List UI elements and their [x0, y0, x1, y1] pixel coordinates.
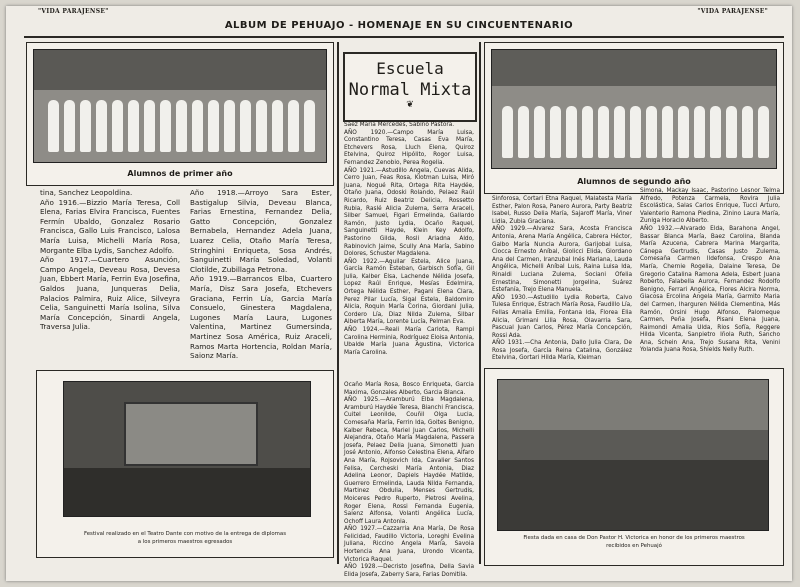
fiesta-caption-line1: Fiesta dada en casa de Don Pastor H. Victorica en honor de los primeros maestros	[523, 535, 745, 541]
text-column-3: Saez María Mercedes, Sabino Pastora. AÑO 1920.—Campo María Luisa, Constantino Teresa, Casas Eva María, Etchevers Rosa, Lluch Elena, Quiroz Etelvina, Quiroz Hipólito, Rogor Luisa, Fernandez Zenobio, Perea Rogelia. AÑO 1921.—Astudillo Angela, Cuevas Alida, Cerro Juan, Feas Rosa, Klotman Luisa, Miró Juana, Nogué Rita, Ortega Rita Haydée, Otaño Juana, Odoski Rolando, Pelaez Raúl Ricardo, Ruiz Beatriz Delicia, Rossetto Rubia, Raslé Alicia Zulema, Serra Araceli, Silber Samuel, Figari Ermelinda, Gallardo Ramón, Justo Lydia, Ocaño Raquel, Sanguinetti Hayde, Klein Key Adolfo, Pastorino Gilda, Rosli Ariadna Aldo, Rabinovich Jaime, Scully Ana María, Sabino Dolores, Schuster Magdalena. AÑO 1922.—Aguilar Estela, Alice Juana, García Ramón Esteban, Garbisch Sofía, Gil Julia, Kalber Elsa, Lachende Nélida Josefa, Lopez Raúl Enrique, Mesías Edelmira, Ortega Nélida Esther, Pagani Elena Clara, Perez Pilar Lucía, Sigal Estela, Baldomiro Alicia, Roquin María Corina, Giordani Julia, Cordero Lía, Diaz Nilda Zulema, Silbar Alberta María, Lorente Lucía, Pelman Eva. AÑO 1924.—Reali María Carlota, Rampi Carolina Herminia, Rodríguez Eloisa Antonia, Ubalde María Juana Agustina, Victorica María Carolina.	[344, 122, 474, 356]
festival-caption-line2: a los primeros maestros egresados	[137, 539, 233, 545]
first-year-photo	[33, 49, 327, 163]
fiesta-photo	[497, 379, 769, 531]
first-year-photo-frame	[26, 42, 334, 186]
text-column-1: tina, Sanchez Leopoldina. Año 1916.—Bizzio María Teresa, Coll Elena, Farias Elvira Francisca, Fuentes Fermín Ubaldo, Gonzalez Rosario Francisca, Gallo Luis Francisco, Lalosa María Luisa, Michelli María Rosa, Morgante Elba Lydis, Sanchez Adolfo. Año 1917.—Cuartero Asunción, Campo Angela, Deveau Rosa, Devesa Juan, Ebbert María, Ferrin Eva Josefina, Galdos Juana, Junqueras Delia, Palacios Palmira, Ruiz Alice, Silveyra Celia, Sanguinetti María Isolina, Silva María Concepción, Sinardi Angela, Traversa Julia.	[40, 188, 180, 332]
text-column-4: Ocaño María Rosa, Bosco Enriqueta, Garcia Maxima, Gonzales Alberto, Garcia Blanca. AÑO 1925.—Aramburú Elba Magdalena, Aramburú Haydée Teresa, Bianchi Francisca, Cuitel Leonilde, Couñil Olga Lucia, Comesaña María, Ferrin Ida, Goites Benigno, Kalber Rebeca, Mariel Juan Carlos, Michelli Alejandra, Otaño María Magdalena, Passera Josefa, Pelaez Delia Juana, Simonetti Juan José Antonio, Alfonso Celestina Elena, Alfaro Ana María, Rojsovich Ida, Cavalier Santos Felisa, Cercheski María Antonia, Diaz Adelina Leonor, Dapiels Haydée Matilde, Guerrero Ermelinda, Lauda Nilda Fernanda, Martinez Obdulia, Menses Gertrudis, Moiceres Pedro Ruperto, Pietrosi Avelina, Roger Elena, Rossi Fernanda Eugenia, Saienz Alfonsa, Volanti Angélica Lucía, Ochoff Laura Antonia. AÑO 1927.—Cazzarria Ana María, De Rosa Felicidad, Faudillo Victoria, Loreghi Evelina Juliana, Riccino Angela María, Savoia Hortencia Ana Juana, Urondo Vicenta, Victorica Raquel. AÑO 1928.—Decristo Josefina, Della Savia Elida Josefa, Zaberry Sara, Farias Domitila.	[344, 382, 474, 578]
page-title: ALBUM DE PEHUAJO - HOMENAJE EN SU CINCUENTENARIO	[224, 20, 574, 31]
festival-photo-frame	[36, 370, 334, 558]
header-left-tag: "VIDA PARAJENSE"	[38, 8, 109, 15]
second-year-caption: Alumnos de segundo año	[577, 177, 691, 186]
header-right-tag: "VIDA PARAJENSE"	[697, 8, 768, 15]
festival-caption-line1: Festival realizado en el Teatro Dante con motivo de la entrega de diplomas	[83, 531, 287, 537]
second-year-photo-frame	[484, 42, 784, 194]
second-year-photo	[491, 49, 777, 169]
school-title-box	[343, 52, 477, 122]
fiesta-photo-frame	[484, 368, 784, 566]
school-name-line2: Normal Mixta	[348, 80, 472, 100]
divider-right	[479, 42, 481, 564]
album-page	[6, 6, 792, 581]
first-year-caption: Alumnos de primer año	[127, 169, 233, 178]
text-column-5: Sinforosa, Cortari Etna Raquel, Malatesta María Esther, Palon Rosa, Panero Aurora, Party Beatriz Isabel, Russo Delia María, Sajaroff María, Viner Lidia, Zubia Graciana. AÑO 1929.—Alvarez Sara, Acosta Francisca Antonia, Arena María Angélica, Cabrera Héctor, Galbo María Nuncia Aurora, Garijobal Luisa, Ciocca Ernesto Aníbal, Giolicci Elida, Giordano Ana del Carmen, Iranzubal Inés Mariana, Lauda Angélica, Michelli Aníbal Luis, Raina Luisa Ida, Rinaldi Luciana Zulema, Sociani Ofelia Ernestina, Simonetti Jorgelina, Suárez Estefanía, Trejo Elena Manuela. AÑO 1930.—Astudillo Lydia Roberta, Calvo Tulesa Enrique, Estrach María Rosa, Faudillo Lía, Fellas Amalia Emilia, Fontana Ida, Florea Elia Alicia, Grimani Lilia Rosa, Olavarria Sara, Pascual Juan Carlos, Pérez María Concepción, Rossi Ada. AÑO 1931.—Cha Antonia, Dallo Julia Clara, De Rosa Josefa, García Reina Catalina, González Etelvina, Gortari Hilda María, Kleiman	[492, 196, 632, 362]
top-rule	[24, 36, 784, 38]
divider-left	[337, 42, 339, 564]
ornament-icon: ❦	[406, 100, 414, 110]
text-column-2: Año 1918.—Arroyo Sara Ester, Bastigalup Silvia, Deveau Blanca, Farias Ernestina, Fernandez Delia, Gatto Concepción, Gonzalez Bernabela, Hernandez Adela Juana, Luarez Celia, Otaño María Teresa, Stringhini Enriqueta, Sosa Andrés, Sanguinetti María Soledad, Volanti Clotilde, Zubillaga Petrona. Año 1919.—Barrancos Elba, Cuartero María, Disz Sara Josefa, Etchevers Graciana, Ferrin Lía, Garcia María Consuelo, Ginestera Magdalena, Lugones María Laura, Lugones Valentina, Martinez Gumersinda, Martinez Sosa América, Ruiz Araceli, Ramos Marta Hortencia, Roldan María, Saionz María.	[190, 188, 332, 361]
text-column-6: Simona, Mackay Isaac, Pastorino Lesnor Telma Alfredo, Potenza Carmela, Rovira Julia Escolástica, Salas Carlos Enrique, Tucci Arturo, Valenterio Ramona Piedina, Zinino Laura María, Zuniga Horacio Alberto. AÑO 1932.—Alvarado Elda, Barahona Angel, Bassar Blanca María, Baez Carolina, Blanda María Azucena, Cabrera Marina Margarita, Cánepa Gertrudis, Casas Justo Zulema, Comesaña Carmen Ildefonsa, Crespo Ana María, Chernie Rogelia, Dalaine Teresa, De Gregorio Catalina Ramona Adela, Esbert Juana Roberto, Falabella Aurora, Fernandez Rodolfo Benigno, Ferrari Angélica, Flores Alcira Norma, Giacosa Ercolina Angela María, Garmito Maria del Carmen, Iharguren Nélida Clementina, Más Ramón, Orsini Hugo Alfonso, Palomeque Carmen, Peña Josefa, Pisani Elena Juana, Raimondi Amalia Ulda, Rios Sofía, Reggere Hilda Vicenta, Sanpietro Iñola Ruth, Sancho Ana, Schein Ana, Trejo Susana Rita, Venini Yolanda Juana Rosa, Shields Nelly Ruth.	[640, 188, 780, 354]
school-name-line1: Escuela	[376, 59, 444, 78]
fiesta-caption-line2: recibidos en Pehuajó	[606, 543, 662, 549]
festival-photo	[63, 381, 311, 517]
